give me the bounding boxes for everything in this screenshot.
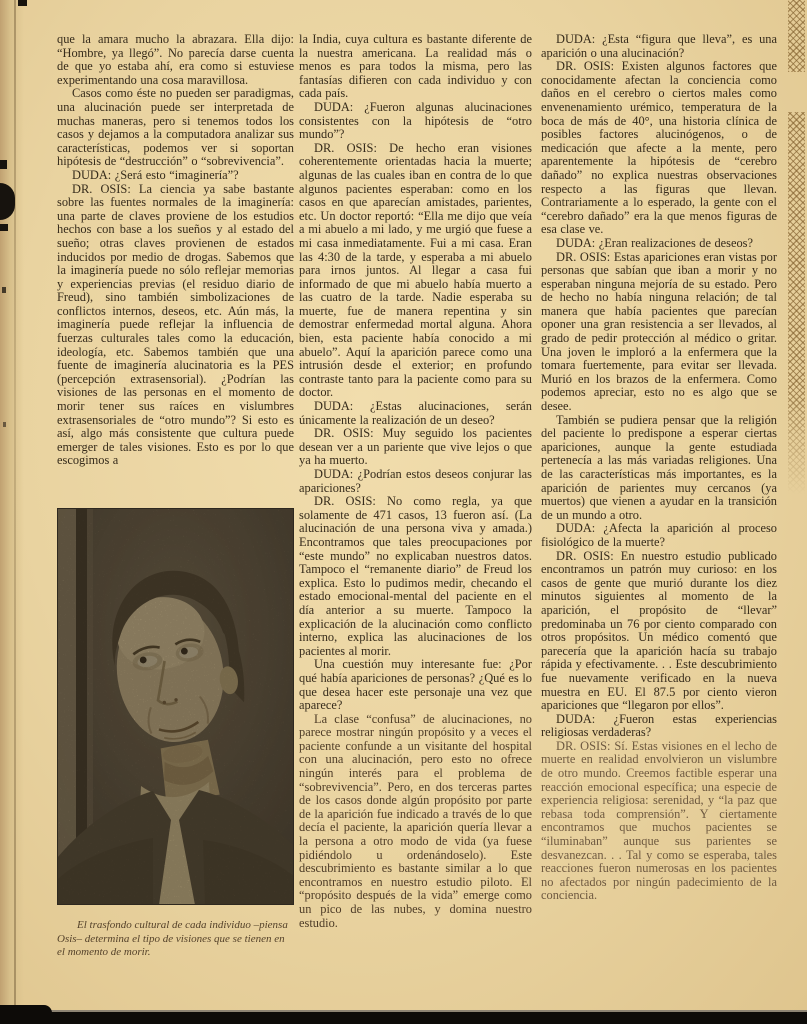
text-column-1 [57, 33, 294, 507]
photo-block [57, 508, 294, 960]
ink-mark-blob [0, 183, 15, 220]
portrait-photo-osis [57, 508, 294, 905]
paragraph: También se pudiera pensar que la religión del paciente lo predispone a esperar ciertas apariciones, aunque la gente estudiada pertenecía a las más variadas religiones. Una de las características más importantes, es la aparición de parientes muy cercanos (ya muertos) que vienen a ayudar en la transición de un mundo a otro. [541, 412, 777, 522]
paragraph: La clase “confusa” de alucinaciones, no parece mostrar ningún propósito y a veces el paciente confunde a un visitante del hospital con una alucinación, pero esto no ofrece ningún interés para el problema de “sobrevivencia”. Pero, en dos terceras partes de los casos donde algún propósito por parte de la aparición fue indicado a través de lo que decía el paciente, la aparición quería llevar a la persona a otro modo de vida (ya fuese pidiéndolo u ordenándoselo). Este descubrimiento es bastante similar a lo que encontramos en nuestro estudio piloto. El “propósito después de la vida” emerge como un pico de las nubes, y domina nuestro estudio. [299, 711, 532, 930]
interview-answer: DR. OSIS: En nuestro estudio publicado encontramos un patrón muy curioso: en los casos de gente que murió durante los diez minutos siguientes al momento de la aparición, el propósito de “llevar” predominaba un 76 por ciento comparado con otros propósitos. Un médico comentó que parecería que la aparición hacía su trabajo rápida y efectivamente. . . Este descubrimiento fue nuevamente verificado en la nueva muestra en EU. El 87.5 por ciento vieron apariciones que “llegaron por ellos”. [541, 548, 777, 713]
interview-question: DUDA: ¿Esta “figura que lleva”, es una aparición o una alucinación? [541, 33, 777, 60]
ink-mark-dash-top [0, 160, 7, 169]
text-column-2 [299, 33, 532, 973]
page-stack-texture-top [788, 0, 805, 72]
interview-answer: DR. OSIS: No como regla, ya que solamente de 471 casos, 13 fueron así. (La alucinación de una persona viva y amada.) Encontramos que tales preocupaciones por “este mundo” no explicaban nuestros datos. Tampoco el “remanente diario” de Freud los explica. Esto lo pudimos medir, checando el estado emocional-mental del paciente en el día anterior a su muerte. Tampoco la explicación de la alucinación como conflicto interno, explica las alucinaciones de los pacientes al morir. [299, 494, 532, 658]
interview-answer: DR. OSIS: Estas apariciones eran vistas por personas que sabían que iban a morir y no esperaban ninguna mejoría de su estado. Pero de hecho no había ninguna relación; de tal manera que había pacientes que parecían oponer una gran resistencia a ser llevados, al grado de pedir protección al médico o gritar. Una joven le imploró a la enfermera que la tomara fuertemente, para evitar ser llevada. Murió en los brazos de la enfermera. Como podemos apreciar, esto no es algo que se desee. [541, 249, 777, 414]
interview-question: DUDA: ¿Estas alucinaciones, serán únicamente la realización de un deseo? [299, 399, 532, 427]
scan-bottom-edge [0, 1012, 807, 1024]
text-column-3 [541, 33, 777, 973]
interview-answer: DR. OSIS: Sí. Estas visiones en el lecho de muerte en realidad envolvieron un vislumbre de otro mundo. Creemos factible esperar una reacción emocional específica; una especie de experiencia religiosa: serenidad, y “la paz que rebasa toda comprensión”. Y ciertamente encontramos que muchos pacientes se “iluminaban” aunque sus parientes se desvanezcan. . . Tal y como se esperaba, tales reacciones fueron numerosas en los pacientes no afectados por ningún padecimiento de la conciencia. [541, 738, 777, 903]
interview-question: DUDA: ¿Afecta la aparición al proceso fisiológico de la muerte? [541, 521, 777, 549]
paragraph: Casos como éste no pueden ser paradigmas, una alucinación puede ser interpretada de muchas maneras, pero si tenemos todos los casos y dejamos a la computadora analizar sus características, podemos ver si soportan hipótesis de “destrucción” o “sobrevivencia”. [57, 86, 294, 169]
ink-mark-corner [18, 0, 27, 6]
interview-answer: DR. OSIS: Muy seguido los pacientes desean ver a un pariente que vive lejos o que ya ha muerto. [299, 426, 532, 468]
photo-caption: El trasfondo cultural de cada individuo –piensa Osis– determina el tipo de visiones que se tienen en el momento de morir. [57, 919, 288, 958]
interview-answer: DR. OSIS: De hecho eran visiones coherentemente orientadas hacia la muerte; algunas de las cuales iban en contra de lo que algunos pacientes esperaban: como en los casos en que aparecían amistades, parientes, etc. Un doctor reportó: “Ella me dijo que veía a mi abuelo a mi lado, y me urgió que fuese a mi casa inmediatamente. Fui a mi casa. Eran las 4:30 de la tarde, y esperaba a mi abuelo para irnos juntos. Al llegar a casa fui informado de que mi abuelo había muerto a las cuatro de la tarde. Nadie esperaba su muerte, fue de manera repentina y sin demostrar enfermedad mortal alguna. Ahora bien, esta paciente había conocido a mi abuelo”. Aquí la aparición parece como una intrusión desde el exterior; en profundo contraste tanto para la paciente como para su doctor. [299, 140, 532, 400]
paragraph: que la amara mucho la abrazara. Ella dijo: “Hombre, ya llegó”. No parecía darse cuenta de que yo estaba ahí, era como si estuviese experimentando una cosa maravillosa. [57, 33, 294, 87]
interview-answer: DR. OSIS: Existen algunos factores que conocidamente afectan la conciencia como daños en el cerebro o ciertos males como envenenamiento urémico, temperatura de la boca de más de 40°, una historia clínica de posibles factores alucinógenos, o de medicación que afecte a la mente, pero aparentemente la hipótesis de “cerebro dañado” no explica nuestras observaciones respecto a las figuras que llevan. Contrariamente a lo esperado, la gente con el “cerebro dañado” era la que menos figuras de esa clase ve. [541, 59, 777, 237]
interview-answer: DR. OSIS: La ciencia ya sabe bastante sobre las fuentes normales de la imaginería: una parte de claves proviene de los estudios hechos con base a los sueños y al estado del sueño; otras claves provienen de estados inducidos por medio de drogas. Sabemos que la imaginería puede no sólo reflejar memorias y experiencias previas (el residuo diario de Freud), sino también simbolizaciones de conflictos internos, deseos, etc. Aún más, la imaginería puede reflejar la influencia de fuerzas culturales tales como la educación, ideología, etc. Sabemos también que una fuente de imaginería alucinatoria es la PES (percepción extrasensorial). ¿Podrían las visiones de las personas en el momento de morir tener sus raíces en vislumbres extrasensoriales de “otro mundo”? Si esto es así, algo más consistente que cultura puede emerger de tales visiones. Esto es por lo que escogimos a [57, 181, 294, 468]
interview-question: DUDA: ¿Eran realizaciones de deseos? [556, 235, 754, 250]
interview-question: DUDA: ¿Será esto “imaginería”? [72, 167, 239, 182]
paragraph: Una cuestión muy interesante fue: ¿Por qué había apariciones de personas? ¿Qué es lo que desea hacer este personaje una vez que aparece? [299, 657, 532, 713]
ink-speck [3, 422, 6, 427]
ink-mark-dash-bottom [0, 224, 8, 231]
page-fold-line [14, 0, 16, 1010]
ink-speck [2, 287, 6, 293]
page-stack-texture-bottom [788, 112, 805, 494]
interview-question: DUDA: ¿Fueron estas experiencias religiosas verdaderas? [541, 711, 777, 740]
paragraph: la India, cuya cultura es bastante diferente de la nuestra americana. La realidad más o menos es para todos la misma, pero las fantasías difieren con cada individuo y con cada país. [299, 33, 532, 101]
interview-question: DUDA: ¿Podrían estos deseos conjurar las apariciones? [299, 467, 532, 495]
interview-question: DUDA: ¿Fueron algunas alucinaciones consistentes con la hipótesis de “otro mundo”? [299, 99, 532, 142]
